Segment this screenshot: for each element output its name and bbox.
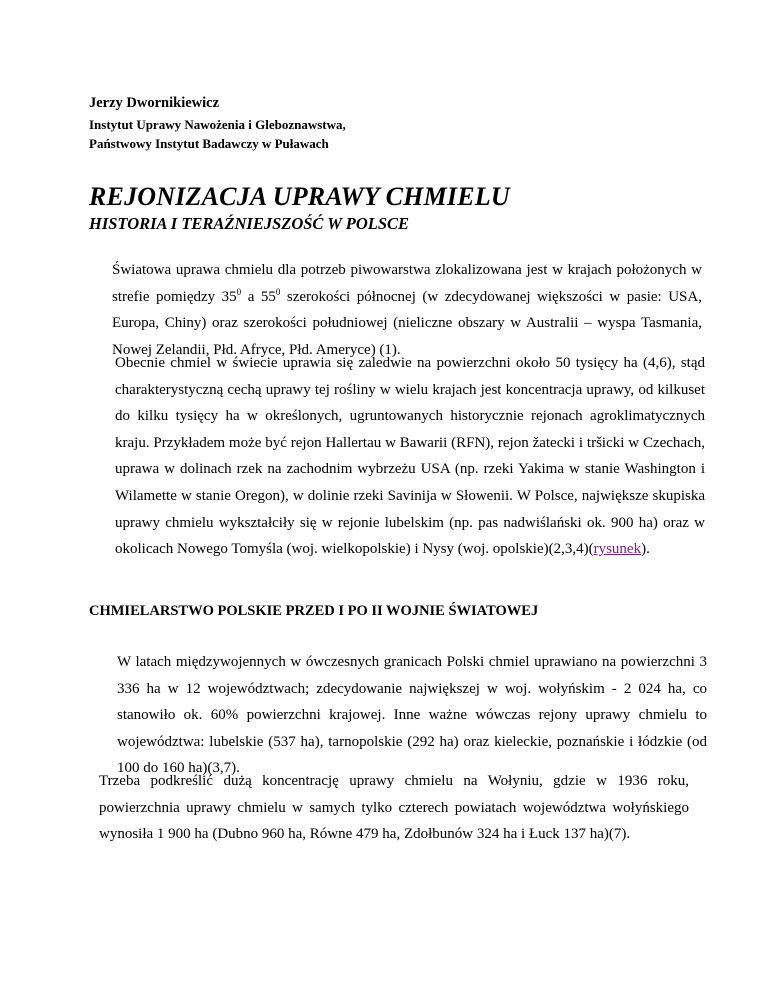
paragraph-1 (89, 257, 702, 363)
institute-line-2: Państwowy Instytut Badawczy w Puławach (89, 136, 329, 151)
paragraph-4: Trzeba podkreślić dużą koncentrację uprawy chmielu na Wołyniu, gdzie w 1936 roku, powierzchnia uprawy chmielu w samych tylko czterech powiatach województwa wołyńskiego wynosiła 1 900 ha (Dubno 960 ha, Równe 479 ha, Zdołbunów 324 ha i Łuck 137 ha)(7). (99, 773, 689, 843)
document-subtitle: HISTORIA I TERAŹNIEJSZOŚĆ W POLSCE (89, 214, 410, 233)
author-name: Jerzy Dwornikiewicz (89, 95, 220, 111)
document-title: REJONIZACJA UPRAWY CHMIELU (89, 182, 510, 211)
degree-superscript-2: 0 (275, 286, 281, 297)
institute-line-1: Instytut Uprawy Nawożenia i Gleboznawstwa, (89, 117, 346, 132)
figure-link[interactable]: rysunek (593, 541, 642, 558)
paragraph-2-tail: ). (641, 541, 650, 558)
paragraph-1-text-a: Światowa uprawa chmielu dla potrzeb piwowarstwa zlokalizowana jest w krajach położonych w strefie pomiędzy 35 (112, 262, 702, 305)
paragraph-2-text: Obecnie chmiel w świecie uprawia się zaledwie na powierzchni około 50 tysięcy ha (4,6), stąd charakterystyczną cechą uprawy tej rośliny w wielu krajach jest koncentracja uprawy, od kilkuset do kilku tysięcy ha w określonych, ugruntowanych historycznie rejonach agroklimatycznych kraju. Przykładem może być rejon Hallertau w Bawarii (RFN), rejon žatecki i tršicki w Czechach, uprawa w dolinach rzek na zachodnim wybrzeżu USA (np. rzeki Yakima w stanie Washington i Wilamette w stanie Oregon), w dolinie rzeki Savinija w Słowenii. W Polsce, największe skupiska uprawy chmielu wykształciły się w rejonie lubelskim (np. pas nadwiślański ok. 900 ha) oraz w okolicach Nowego Tomyśla (woj. wielkopolskie) i Nysy (woj. opolskie)(2,3,4)( (115, 355, 705, 558)
paragraph-1-text-c: szerokości północnej (w zdecydowanej większości w pasie: USA, Europa, Chiny) oraz szerokości południowej (nieliczne obszary w Australii – wyspa Tasmania, Nowej Zelandii, Płd. Afryce, Płd. Ameryce) (1). (112, 288, 702, 358)
paragraph-3: W latach międzywojennych w ówczesnych granicach Polski chmiel uprawiano na powierzchni 3 336 ha w 12 województwach; zdecydowanie największej w woj. wołyńskim - 2 024 ha, co stanowiło ok. 60% powierzchni krajowej. Inne ważne wówczas rejony uprawy chmielu to województwa: lubelskie (537 ha), tarnopolskie (292 ha) oraz kieleckie, poznańskie i łódzkie (od 100 do 160 ha)(3,7). (117, 654, 707, 777)
degree-superscript-1: 0 (236, 286, 242, 297)
paragraph-2 (89, 350, 705, 563)
section-heading: CHMIELARSTWO POLSKIE PRZED I PO II WOJNIE ŚWIATOWEJ (89, 603, 539, 619)
paragraph-1-text-b: a 55 (241, 288, 276, 305)
